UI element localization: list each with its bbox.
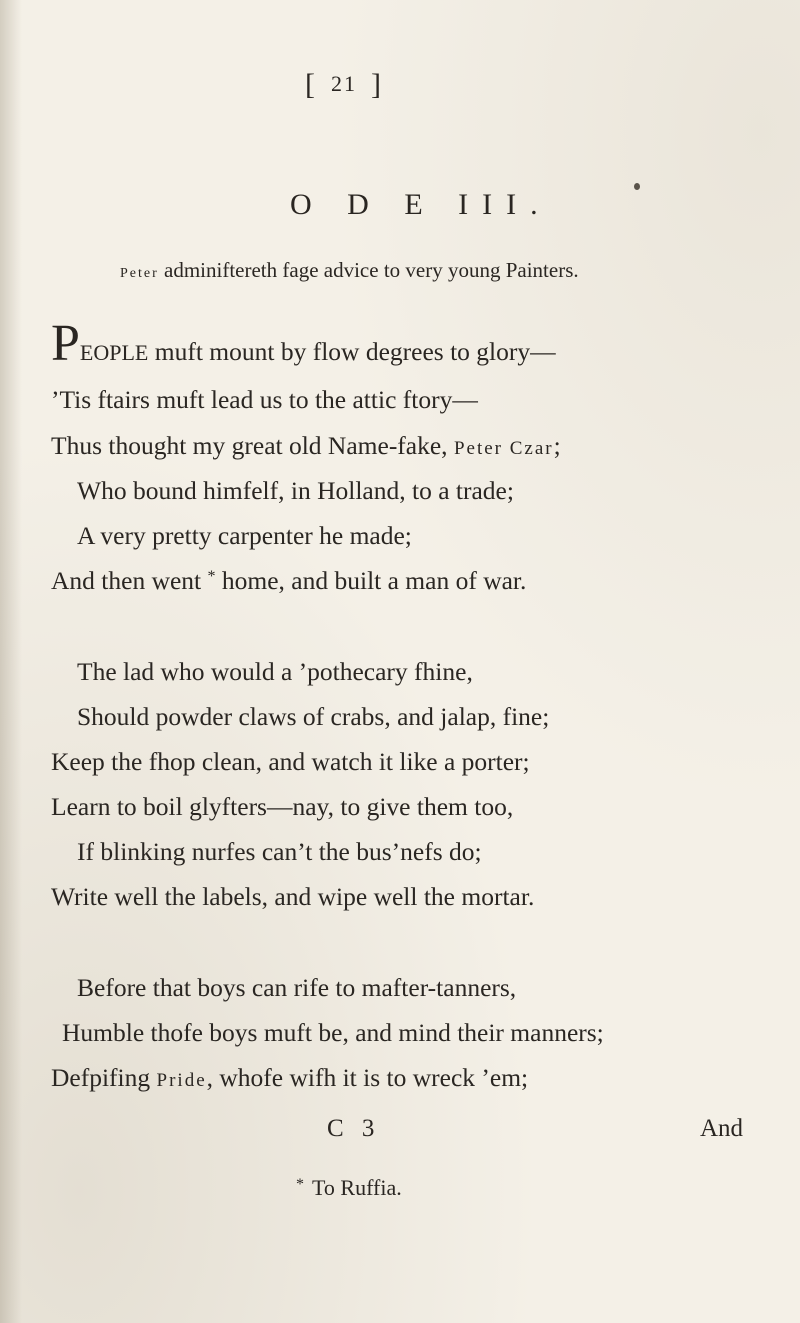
verse-line <box>77 839 482 865</box>
footnote-reference: * <box>207 568 216 585</box>
verse-tail: , whofe wifh it is to wreck ’em; <box>206 1063 529 1092</box>
verse-tail: home, and built a man of war. <box>215 566 527 595</box>
verse-line <box>51 433 561 459</box>
verse-text: Learn to boil glyfters—nay, to give them too, <box>51 792 514 821</box>
verse-line <box>51 315 556 372</box>
verse-line <box>51 794 513 820</box>
verse-text: Write well the labels, and wipe well the mortar. <box>51 882 535 911</box>
subtitle <box>120 258 760 283</box>
verse-text: Humble thofe boys muft be, and mind their manners; <box>62 1018 604 1047</box>
verse-text: Should powder claws of crabs, and jalap, fine; <box>77 702 550 731</box>
footnote-text: To Ruffia. <box>312 1175 402 1200</box>
verse-text: A very pretty carpenter he made; <box>77 521 412 550</box>
verse-line <box>51 568 526 594</box>
verse-line <box>77 659 473 685</box>
verse-line <box>51 387 478 413</box>
verse-text: If blinking nurfes can’t the bus’nefs do; <box>77 837 482 866</box>
verse-line <box>77 523 412 549</box>
drop-cap: P <box>51 315 80 372</box>
bracket-open: [ <box>305 68 317 101</box>
verse-line <box>77 975 516 1001</box>
verse-text: ’Tis ftairs muft lead us to the attic ftory— <box>51 385 478 414</box>
footnote <box>296 1175 402 1201</box>
verse-line <box>51 749 530 775</box>
verse-text: Who bound himfelf, in Holland, to a trade; <box>77 476 514 505</box>
verse-text: muft mount by flow degrees to glory— <box>148 337 556 366</box>
verse-line <box>62 1020 604 1046</box>
subtitle-text: adminiftereth fage advice to very young Painters. <box>158 258 579 282</box>
verse-line <box>51 884 534 910</box>
verse-text: Defpifing <box>51 1063 157 1092</box>
verse-text: Thus thought my great old Name-fake, <box>51 431 454 460</box>
verse-text: And then went <box>51 566 208 595</box>
verse-text: The lad who would a ’pothecary fhine, <box>77 657 473 686</box>
page-gutter-shadow <box>0 0 22 1323</box>
footnote-mark: * <box>296 1176 304 1193</box>
ink-speck <box>634 183 640 190</box>
verse-line <box>77 478 514 504</box>
verse-line <box>51 1065 528 1091</box>
bracket-close: ] <box>371 68 383 101</box>
verse-line <box>77 704 549 730</box>
catchword: And <box>700 1115 744 1142</box>
page-number-value: 21 <box>331 71 357 96</box>
small-caps-word: EOPLE <box>79 340 149 365</box>
verse-tail: ; <box>553 431 561 460</box>
verse-text: Keep the fhop clean, and watch it like a porter; <box>51 747 530 776</box>
ode-title: O D E III. <box>290 188 552 221</box>
subtitle-name: Peter <box>120 266 159 281</box>
small-caps-name: Peter Czar <box>453 438 554 459</box>
page-number <box>305 68 425 102</box>
signature-mark: C 3 <box>327 1115 381 1142</box>
verse-text: Before that boys can rife to mafter-tanners, <box>77 973 517 1002</box>
small-caps-word: Pride <box>156 1070 207 1091</box>
